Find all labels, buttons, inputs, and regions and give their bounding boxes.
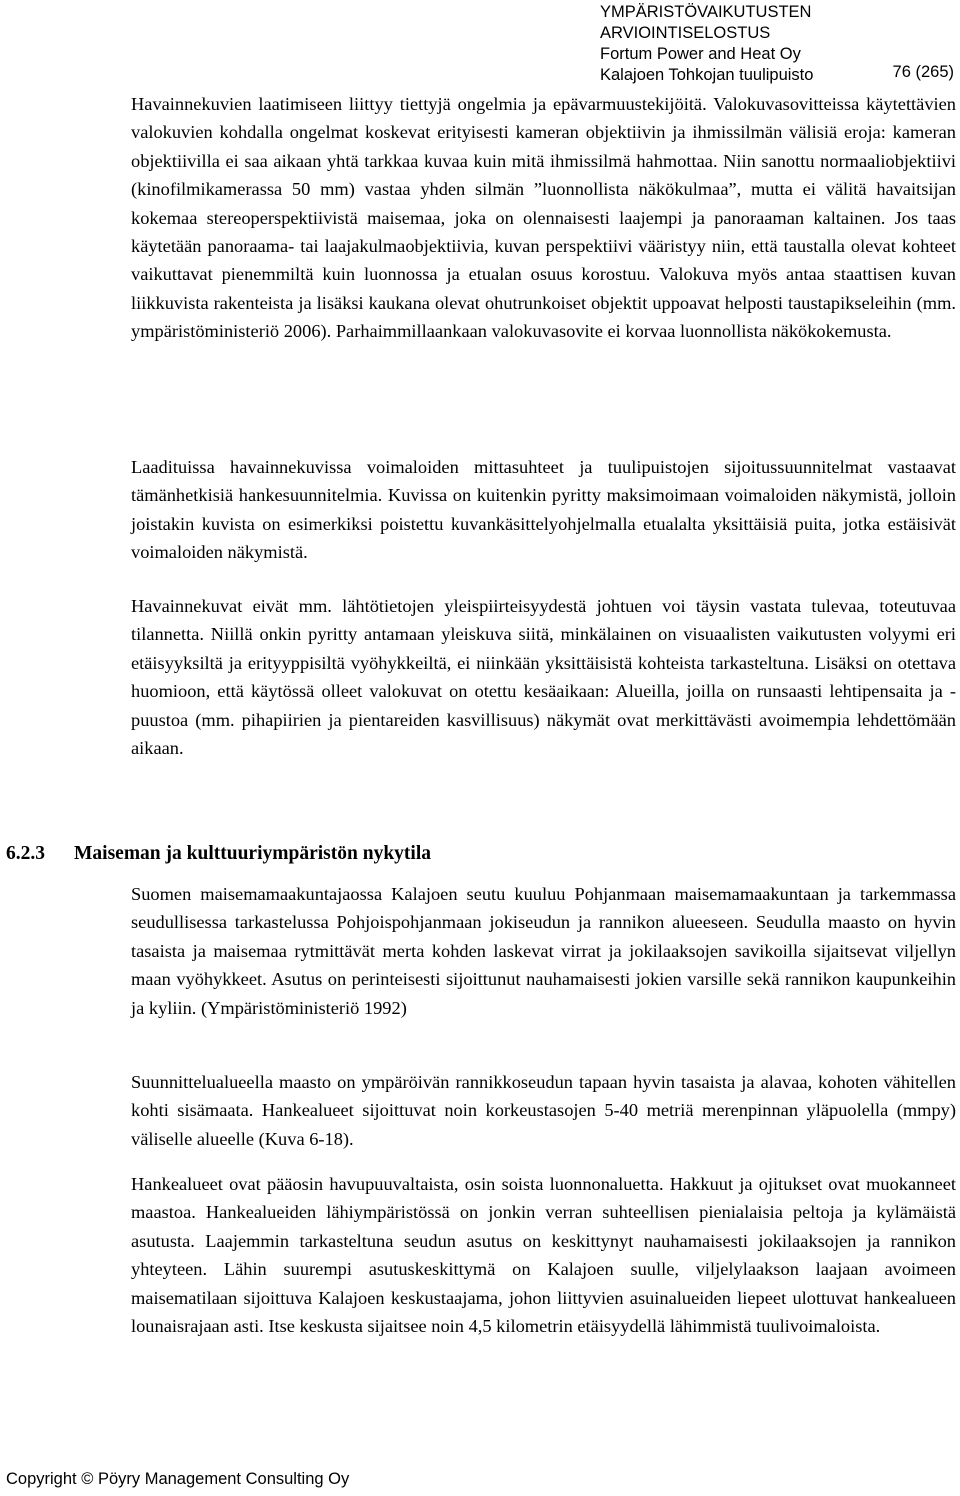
page-number: 76 (265) bbox=[892, 63, 954, 81]
section-title: Maiseman ja kulttuuriympäristön nykytila bbox=[74, 843, 431, 864]
paragraph-6: Hankealueet ovat pääosin havupuuvaltaista, osin soista luonnonaluetta. Hakkuut ja ojitukset ovat muokanneet maastoa. Hankealueiden lähiympäristössä on jonkin verran suhteellisen pienialaisia peltoja ja kylämäistä asutusta. Laajemmin tarkasteltuna seudun asutus on keskittynyt nauhamaisesti jokilaaksojen ja rannikon yhteyteen. Lähin suurempi asutuskeskittymä on Kalajoen suulle, viljelylaakson laajaan avoimeen maisematilaan sijoittuva Kalajoen keskustaajama, johon liittyvien asuinalueiden liepeet ulottuvat hankealueen lounaisrajaan asti. Itse keskusta sijaitsee noin 4,5 kilometrin etäisyydellä lähimmistä tuulivoimaloista. bbox=[131, 1174, 956, 1337]
section-heading bbox=[6, 843, 431, 865]
body-section bbox=[131, 90, 956, 346]
page-footer: Copyright © Pöyry Management Consulting Oy bbox=[6, 1470, 350, 1488]
paragraph-3: Havainnekuvat eivät mm. lähtötietojen yleispiirteisyydestä johtuen voi täysin vastata tulevaa, toteutuvaa tilannetta. Niillä onkin pyritty antamaan yleiskuva siitä, minkälainen on visuaalisten vaikutusten volyymi eri etäisyyksiltä ja erityyppisiltä vyöhykkeiltä, ei niinkään yksittäisistä kohteista tarkasteltuna. Lisäksi on otettava huomioon, että käytössä olleet valokuvat on otettu kesäaikaan: Alueilla, joilla on runsaasti lehtipensaita ja -puustoa (mm. pihapiirien ja pientareiden kasvillisuus) näkymät ovat merkittävästi avoimempia lehdettömään aikaan. bbox=[131, 596, 956, 759]
body-section bbox=[131, 592, 956, 762]
header-project: Kalajoen Tohkojan tuulipuisto bbox=[600, 66, 814, 84]
header-title-line2: ARVIOINTISELOSTUS bbox=[600, 24, 771, 42]
section-number: 6.2.3 bbox=[6, 843, 45, 864]
paragraph-5: Suunnittelualueella maasto on ympäröivän rannikkoseudun tapaan hyvin tasaista ja alavaa, kohoten vähitellen kohti sisämaata. Hankealueet sijoittuvat noin korkeustasojen 5-40 metriä merenpinnan yläpuolella (mmpy) väliselle alueelle (Kuva 6-18). bbox=[131, 1072, 956, 1149]
paragraph-1: Havainnekuvien laatimiseen liittyy tiettyjä ongelmia ja epävarmuustekijöitä. Valokuvasovitteissa käytettävien valokuvien kohdalla ongelmat koskevat erityisesti kameran objektiivin ja ihmissilmän välisiä eroja: kameran objektiivilla ei saa aikaan yhtä tarkkaa kuvaa kuin mitä ihmissilmä hahmottaa. Niin sanottu normaaliobjektiivi (kinofilmikamerassa 50 mm) vastaa yhden silmän ”luonnollista näkökulmaa”, mutta ei välitä havaitsijan kokemaa stereoperspektiivistä maisemaa, joka on olennaisesti laajempi ja panoraaman kaltainen. Jos taas käytetään panoraama- tai laajakulmaobjektiivia, kuvan perspektiivi vääristyy niin, että taustalla olevat kohteet vaikuttavat pienemmiltä kuin luonnossa ja etualan osuus korostuu. Valokuva myös antaa staattisen kuvan liikkuvista rakenteista ja lisäksi kaukana olevat ohutrunkoiset objektit uppoavat helposti taustapikseleihin (mm. ympäristöministeriö 2006). Parhaimmillaankaan valokuvasovite ei korvaa luonnollista näkökokemusta. bbox=[131, 94, 956, 342]
body-section bbox=[131, 1068, 956, 1153]
paragraph-2: Laadituissa havainnekuvissa voimaloiden mittasuhteet ja tuulipuistojen sijoitussuunnitelmat vastaavat tämänhetkisiä hankesuunnitelmia. Kuvissa on kuitenkin pyritty maksimoimaan voimaloiden näkymistä, jolloin joistakin kuvista on esimerkiksi poistettu kuvankäsittelyohjelmalla etualalta yksittäisiä puita, jotka estäisivät voimaloiden näkymistä. bbox=[131, 457, 956, 563]
body-section bbox=[131, 453, 956, 567]
body-section bbox=[131, 880, 956, 1022]
body-section bbox=[131, 1170, 956, 1340]
paragraph-4: Suomen maisemamaakuntajaossa Kalajoen seutu kuuluu Pohjanmaan maisemamaakuntaan ja tarkemmassa seudullisessa tarkastelussa Pohjoispohjanmaan jokiseudun ja rannikon alueeseen. Seudulla maasto on hyvin tasaista ja maisemaa rytmittävät merta kohden laskevat virrat ja jokilaaksojen savikoilla sijaitsevat viljellyn maan vyöhykkeet. Asutus on perinteisesti sijoittunut nauhamaisesti jokien varsille sekä rannikon kaupunkeihin ja kyliin. (Ympäristöministeriö 1992) bbox=[131, 884, 956, 1018]
header-title-line1: YMPÄRISTÖVAIKUTUSTEN bbox=[600, 3, 812, 21]
header-company: Fortum Power and Heat Oy bbox=[600, 45, 801, 63]
